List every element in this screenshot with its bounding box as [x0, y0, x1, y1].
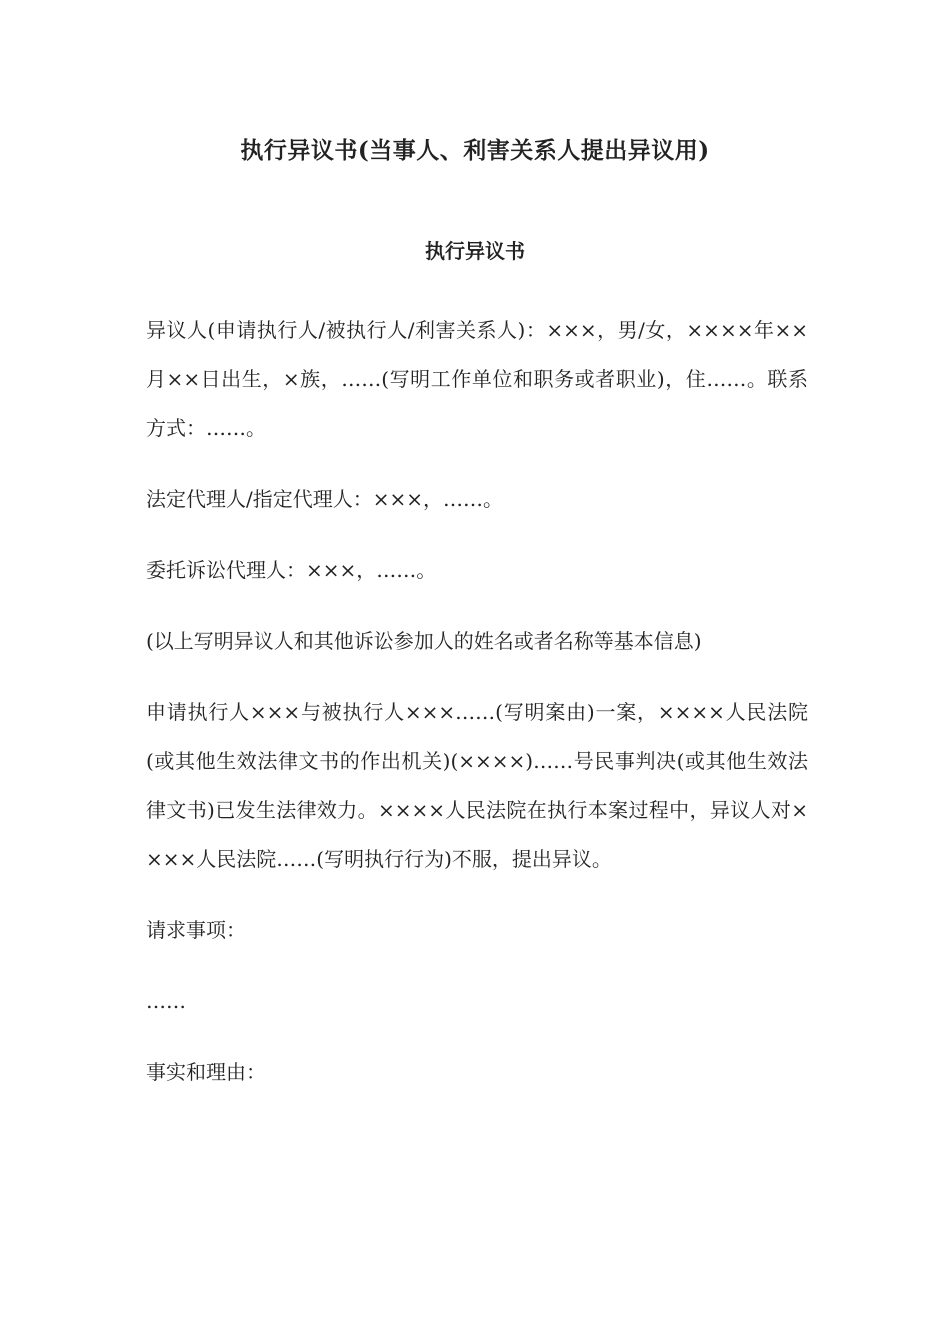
document-body — [146, 306, 808, 1119]
entrusted-agent-paragraph: 委托诉讼代理人：×××，……。 — [146, 558, 437, 582]
facts-and-reasons-heading: 事实和理由： — [146, 1060, 266, 1084]
participants-note-paragraph: (以上写明异议人和其他诉讼参加人的姓名或者名称等基本信息) — [146, 629, 702, 653]
document-subtitle: 执行异议书 — [425, 239, 525, 263]
case-background-paragraph: 申请执行人×××与被执行人×××……(写明案由)一案，××××人民法院(或其他生效法律文书的作出机关)(××××)……号民事判决(或其他生效法律文书)已发生法律效力。××××人民法院在执行本案过程中，异议人对××××人民法院……(写明执行行为)不服，提出异议。 — [146, 700, 808, 871]
claims-content: …… — [146, 989, 186, 1013]
legal-representative-paragraph: 法定代理人/指定代理人：×××，……。 — [146, 487, 504, 511]
claims-heading: 请求事项： — [146, 918, 246, 942]
document-title: 执行异议书(当事人、利害关系人提出异议用) — [240, 137, 710, 164]
objector-info-paragraph: 异议人(申请执行人/被执行人/利害关系人)：×××，男/女，××××年××月××日出生，×族，……(写明工作单位和职务或者职业)，住……。联系方式：……。 — [146, 318, 808, 440]
